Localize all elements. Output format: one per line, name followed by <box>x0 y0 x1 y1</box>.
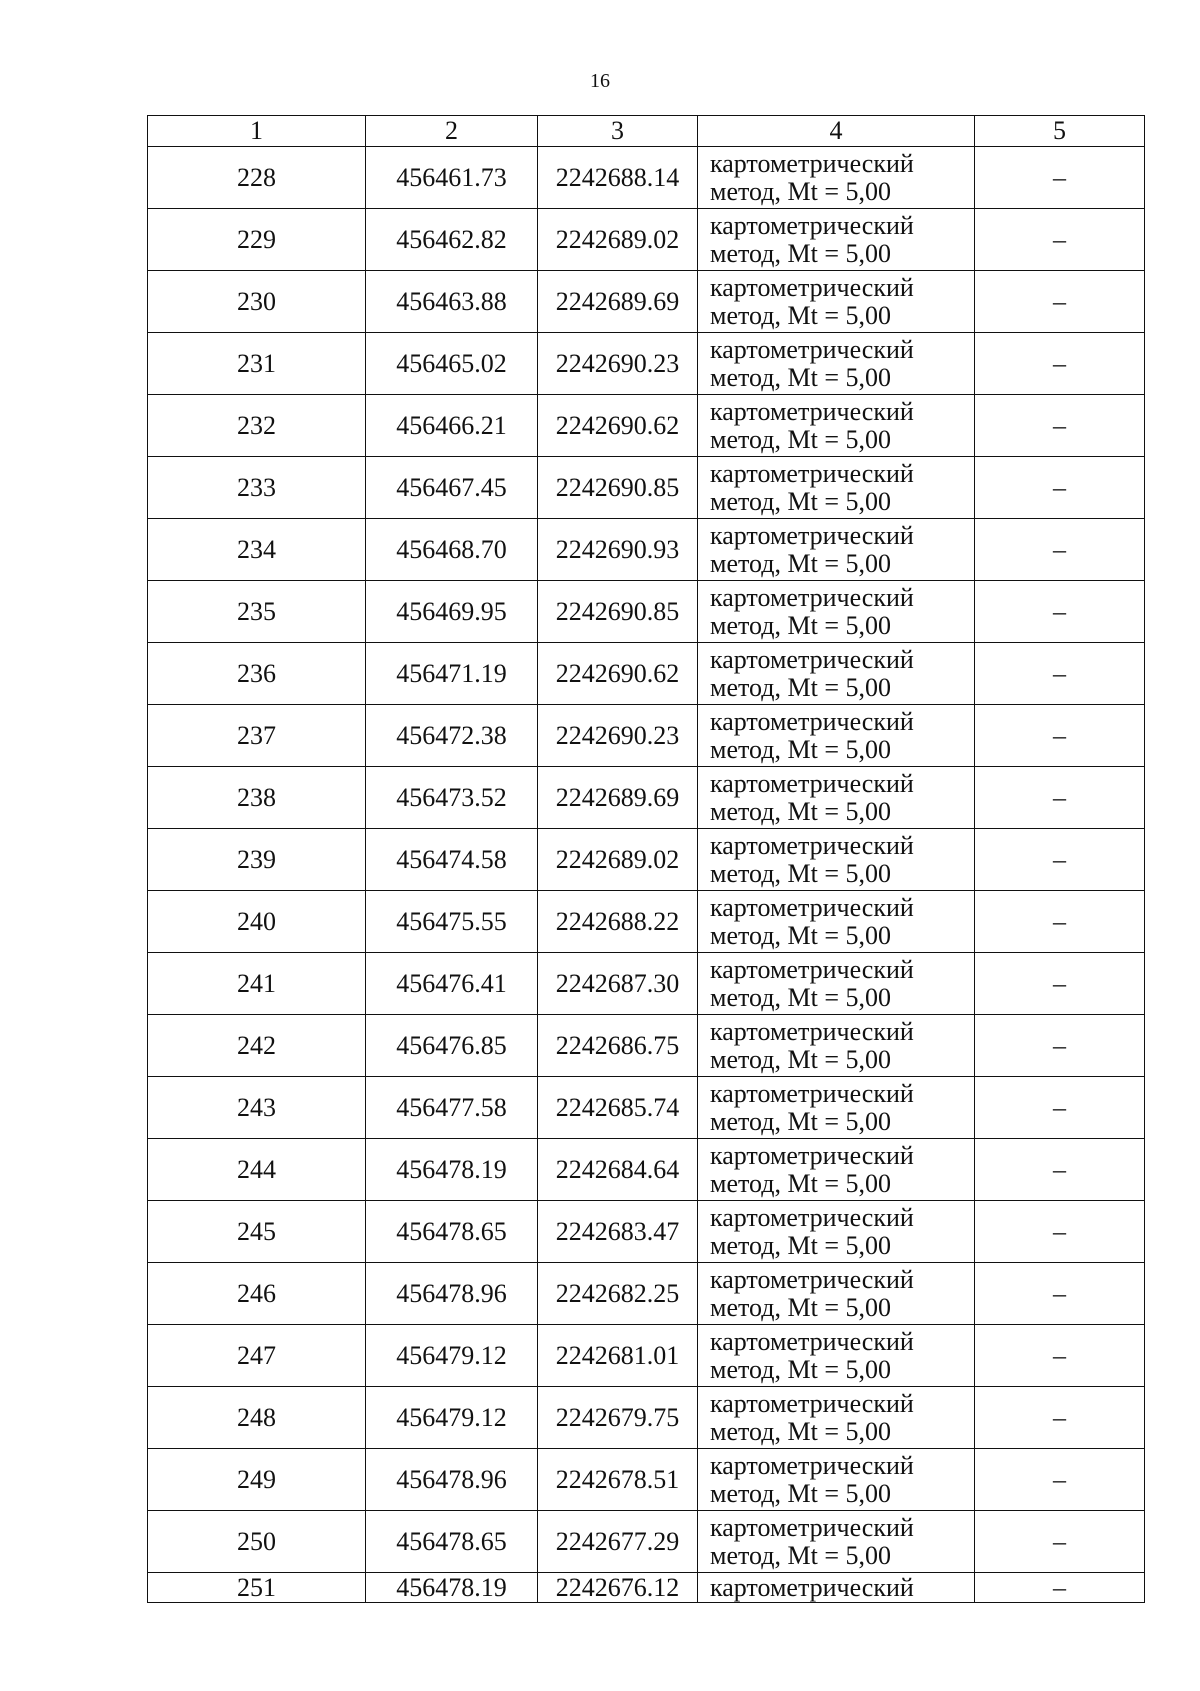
note: – <box>975 705 1145 767</box>
method-description <box>698 829 975 891</box>
note: – <box>975 1077 1145 1139</box>
method-line-1: картометрический <box>710 1264 914 1294</box>
point-number: 245 <box>148 1201 366 1263</box>
method-description <box>698 333 975 395</box>
method-description <box>698 457 975 519</box>
method-description <box>698 1325 975 1387</box>
method-line-2: метод, Mt = 5,00 <box>710 858 891 888</box>
note: – <box>975 333 1145 395</box>
table-row <box>148 1511 1145 1573</box>
method-description <box>698 767 975 829</box>
coordinate-y: 2242689.69 <box>538 767 698 829</box>
table-row <box>148 519 1145 581</box>
point-number: 243 <box>148 1077 366 1139</box>
method-description <box>698 1077 975 1139</box>
point-number: 235 <box>148 581 366 643</box>
coordinate-y: 2242686.75 <box>538 1015 698 1077</box>
method-line-1: картометрический <box>710 148 914 178</box>
coordinate-y: 2242690.62 <box>538 395 698 457</box>
note: – <box>975 1201 1145 1263</box>
table-row <box>148 457 1145 519</box>
coordinate-y: 2242688.22 <box>538 891 698 953</box>
method-line-1: картометрический <box>710 954 914 984</box>
method-line-1: картометрический <box>710 520 914 550</box>
point-number: 242 <box>148 1015 366 1077</box>
point-number: 228 <box>148 147 366 209</box>
coordinate-x: 456478.19 <box>366 1573 538 1603</box>
coordinate-x: 456467.45 <box>366 457 538 519</box>
method-line-1: картометрический <box>710 272 914 302</box>
coordinate-y: 2242689.69 <box>538 271 698 333</box>
coordinates-table <box>147 115 1145 1603</box>
point-number: 249 <box>148 1449 366 1511</box>
method-line-2: метод, Mt = 5,00 <box>710 1416 891 1446</box>
coordinate-x: 456472.38 <box>366 705 538 767</box>
method-description <box>698 1387 975 1449</box>
column-header-5: 5 <box>975 116 1145 147</box>
method-line-1: картометрический <box>710 830 914 860</box>
column-header-2: 2 <box>366 116 538 147</box>
coordinate-x: 456463.88 <box>366 271 538 333</box>
point-number: 241 <box>148 953 366 1015</box>
coordinate-x: 456478.65 <box>366 1201 538 1263</box>
note: – <box>975 581 1145 643</box>
method-line-1: картометрический <box>710 334 914 364</box>
point-number: 250 <box>148 1511 366 1573</box>
method-line-1: картометрический <box>710 644 914 674</box>
note: – <box>975 147 1145 209</box>
point-number: 237 <box>148 705 366 767</box>
method-line-1: картометрический <box>710 892 914 922</box>
table-row <box>148 1139 1145 1201</box>
method-description <box>698 1201 975 1263</box>
coordinate-y: 2242690.85 <box>538 457 698 519</box>
column-header-3: 3 <box>538 116 698 147</box>
table-row <box>148 1201 1145 1263</box>
method-description <box>698 1263 975 1325</box>
coordinate-y: 2242683.47 <box>538 1201 698 1263</box>
coordinate-y: 2242690.23 <box>538 333 698 395</box>
method-line-2: метод, Mt = 5,00 <box>710 1354 891 1384</box>
note: – <box>975 271 1145 333</box>
coordinate-x: 456465.02 <box>366 333 538 395</box>
coordinate-y: 2242684.64 <box>538 1139 698 1201</box>
method-line-2: метод, Mt = 5,00 <box>710 796 891 826</box>
method-line-1: картометрический <box>710 706 914 736</box>
method-line-1: картометрический <box>710 1512 914 1542</box>
method-description <box>698 705 975 767</box>
table-row <box>148 1573 1145 1603</box>
note: – <box>975 209 1145 271</box>
coordinate-y: 2242688.14 <box>538 147 698 209</box>
method-description <box>698 519 975 581</box>
method-line-1: картометрический <box>710 1326 914 1356</box>
method-line-2: метод, Mt = 5,00 <box>710 1292 891 1322</box>
coordinate-x: 456479.12 <box>366 1325 538 1387</box>
method-description <box>698 1139 975 1201</box>
method-line-2: метод, Mt = 5,00 <box>710 548 891 578</box>
coordinate-x: 456466.21 <box>366 395 538 457</box>
method-line-2: метод, Mt = 5,00 <box>710 1106 891 1136</box>
method-line-2: метод, Mt = 5,00 <box>710 672 891 702</box>
method-line-1: картометрический <box>710 1450 914 1480</box>
coordinate-x: 456478.96 <box>366 1449 538 1511</box>
method-line-2: метод, Mt = 5,00 <box>710 1044 891 1074</box>
table-row <box>148 333 1145 395</box>
method-description <box>698 1573 975 1603</box>
coordinate-x: 456461.73 <box>366 147 538 209</box>
coordinate-y: 2242690.93 <box>538 519 698 581</box>
table-row <box>148 581 1145 643</box>
column-header-4: 4 <box>698 116 975 147</box>
method-line-1: картометрический <box>710 1202 914 1232</box>
coordinate-x: 456462.82 <box>366 209 538 271</box>
note: – <box>975 1387 1145 1449</box>
coordinate-y: 2242687.30 <box>538 953 698 1015</box>
table-row <box>148 1449 1145 1511</box>
point-number: 231 <box>148 333 366 395</box>
point-number: 236 <box>148 643 366 705</box>
table-row <box>148 209 1145 271</box>
note: – <box>975 1015 1145 1077</box>
coordinate-x: 456477.58 <box>366 1077 538 1139</box>
table-row <box>148 1263 1145 1325</box>
method-line-2: метод, Mt = 5,00 <box>710 362 891 392</box>
column-header-1: 1 <box>148 116 366 147</box>
table-body <box>148 147 1145 1603</box>
method-line-1: картометрический <box>710 582 914 612</box>
method-line-2: метод, Mt = 5,00 <box>710 920 891 950</box>
point-number: 238 <box>148 767 366 829</box>
note: – <box>975 1263 1145 1325</box>
note: – <box>975 829 1145 891</box>
method-line-2: метод, Mt = 5,00 <box>710 486 891 516</box>
method-line-1: картометрический <box>710 1078 914 1108</box>
method-description <box>698 953 975 1015</box>
method-line-2: метод, Mt = 5,00 <box>710 424 891 454</box>
method-description <box>698 1449 975 1511</box>
table-row <box>148 643 1145 705</box>
table-row <box>148 953 1145 1015</box>
table-row <box>148 1387 1145 1449</box>
point-number: 233 <box>148 457 366 519</box>
point-number: 240 <box>148 891 366 953</box>
table-header-row <box>148 116 1145 147</box>
coordinate-x: 456478.96 <box>366 1263 538 1325</box>
method-line-2: метод, Mt = 5,00 <box>710 734 891 764</box>
point-number: 251 <box>148 1573 366 1603</box>
method-description <box>698 395 975 457</box>
coordinate-y: 2242689.02 <box>538 829 698 891</box>
method-line-2: метод, Mt = 5,00 <box>710 1168 891 1198</box>
note: – <box>975 767 1145 829</box>
method-line-2: метод, Mt = 5,00 <box>710 1540 891 1570</box>
method-description <box>698 1511 975 1573</box>
coordinate-y: 2242681.01 <box>538 1325 698 1387</box>
method-line-1: картометрический <box>710 1016 914 1046</box>
coordinate-x: 456468.70 <box>366 519 538 581</box>
method-line-2: метод, Mt = 5,00 <box>710 176 891 206</box>
point-number: 234 <box>148 519 366 581</box>
note: – <box>975 1139 1145 1201</box>
table-row <box>148 395 1145 457</box>
note: – <box>975 1449 1145 1511</box>
point-number: 244 <box>148 1139 366 1201</box>
method-description <box>698 1015 975 1077</box>
coordinate-x: 456478.19 <box>366 1139 538 1201</box>
table-row <box>148 147 1145 209</box>
table-row <box>148 1077 1145 1139</box>
method-line-2: метод, Mt = 5,00 <box>710 238 891 268</box>
method-line-2: метод, Mt = 5,00 <box>710 982 891 1012</box>
coordinate-x: 456476.41 <box>366 953 538 1015</box>
coordinate-x: 456471.19 <box>366 643 538 705</box>
method-line-1: картометрический <box>710 210 914 240</box>
method-line-2: метод, Mt = 5,00 <box>710 1230 891 1260</box>
page-number: 16 <box>590 70 610 92</box>
table-row <box>148 829 1145 891</box>
method-description <box>698 891 975 953</box>
method-description <box>698 209 975 271</box>
method-description <box>698 147 975 209</box>
coordinate-x: 456479.12 <box>366 1387 538 1449</box>
table-row <box>148 891 1145 953</box>
note: – <box>975 519 1145 581</box>
coordinate-x: 456474.58 <box>366 829 538 891</box>
point-number: 247 <box>148 1325 366 1387</box>
coordinate-x: 456478.65 <box>366 1511 538 1573</box>
method-line-1: картометрический <box>710 1140 914 1170</box>
coordinate-y: 2242690.85 <box>538 581 698 643</box>
note: – <box>975 953 1145 1015</box>
note: – <box>975 1573 1145 1603</box>
method-line-2: метод, Mt = 5,00 <box>710 1478 891 1508</box>
coordinate-x: 456469.95 <box>366 581 538 643</box>
method-line-2: метод, Mt = 5,00 <box>710 610 891 640</box>
point-number: 239 <box>148 829 366 891</box>
point-number: 246 <box>148 1263 366 1325</box>
coordinate-y: 2242682.25 <box>538 1263 698 1325</box>
coordinate-y: 2242679.75 <box>538 1387 698 1449</box>
method-line-2: метод, Mt = 5,00 <box>710 300 891 330</box>
method-description <box>698 581 975 643</box>
table-row <box>148 767 1145 829</box>
method-line-1: картометрический <box>710 458 914 488</box>
point-number: 230 <box>148 271 366 333</box>
coordinate-y: 2242677.29 <box>538 1511 698 1573</box>
method-line-1: картометрический <box>710 396 914 426</box>
method-line-1: картометрический <box>710 1388 914 1418</box>
coordinate-x: 456476.85 <box>366 1015 538 1077</box>
note: – <box>975 643 1145 705</box>
note: – <box>975 457 1145 519</box>
method-description <box>698 643 975 705</box>
point-number: 248 <box>148 1387 366 1449</box>
note: – <box>975 1511 1145 1573</box>
method-description <box>698 271 975 333</box>
coordinate-y: 2242685.74 <box>538 1077 698 1139</box>
coordinate-y: 2242690.62 <box>538 643 698 705</box>
note: – <box>975 891 1145 953</box>
coordinate-y: 2242689.02 <box>538 209 698 271</box>
coordinate-y: 2242690.23 <box>538 705 698 767</box>
coordinate-y: 2242676.12 <box>538 1573 698 1603</box>
point-number: 229 <box>148 209 366 271</box>
method-line-1: картометрический <box>710 768 914 798</box>
table-row <box>148 1015 1145 1077</box>
note: – <box>975 395 1145 457</box>
table-row <box>148 705 1145 767</box>
table-row <box>148 271 1145 333</box>
coordinate-x: 456475.55 <box>366 891 538 953</box>
coordinate-y: 2242678.51 <box>538 1449 698 1511</box>
table-row <box>148 1325 1145 1387</box>
note: – <box>975 1325 1145 1387</box>
point-number: 232 <box>148 395 366 457</box>
coordinate-x: 456473.52 <box>366 767 538 829</box>
method-line-1: картометрический <box>710 1572 914 1602</box>
